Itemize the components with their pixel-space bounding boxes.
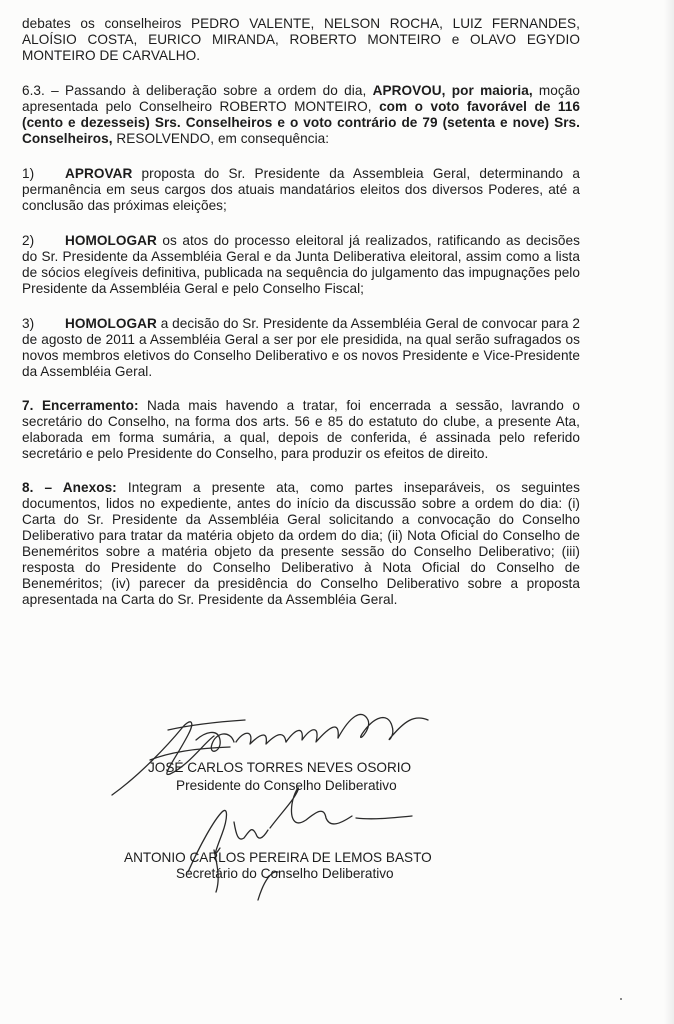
resolution-item-3 <box>22 316 580 380</box>
resolution-item-2 <box>22 233 580 297</box>
page-edge-shadow <box>664 0 674 1024</box>
item-2-text: os atos do processo eleitoral já realizados, ratificando as decisões do Sr. Presidente da Assembléia Geral e da Junta Deliberativa eleitoral, assim como a lista de sócios elegíveis definitiva, publicada na sequência do julgamento das impugnações pelo Presidente da Assembléia Geral e pelo Conselho Fiscal; <box>22 233 580 296</box>
closing-text: Nada mais havendo a tratar, foi encerrada a sessão, lavrando o secretário do Conselho, na forma dos arts. 56 e 85 do estatuto do clube, a presente Ata, elaborada em forma sumária, a qual, depois de conferida, é assinada pelo referido secretário e pelo Presidente do Conselho, para produzir os efeitos de direito. <box>22 398 580 461</box>
scan-speck <box>620 998 622 1000</box>
annexes-paragraph <box>22 480 580 608</box>
item-3-number: 3) <box>22 316 35 331</box>
secretary-name: ANTONIO CARLOS PEREIRA DE LEMOS BASTO <box>124 850 432 865</box>
item-6-3-text-c: RESOLVENDO, em consequência: <box>112 131 330 146</box>
item-1-verb: APROVAR <box>65 166 133 181</box>
minutes-body <box>22 16 580 608</box>
item-3-text: a decisão do Sr. Presidente da Assembléia Geral de convocar para 2 de agosto de 2011 a Assembléia Geral a ser por ele presidida, na qual serão sufragados os novos membros eletivos do Conselho Deliberativo e os novos Presidente e Vice-Presidente da Assembléia Geral. <box>22 316 580 379</box>
item-1-text: proposta do Sr. Presidente da Assembleia Geral, determinando a permanência em seus cargos dos atuais mandatários eleitos dos diversos Poderes, até a conclusão das próximas eleições; <box>22 166 580 213</box>
item-2-verb: HOMOLOGAR <box>65 233 157 248</box>
president-title: Presidente do Conselho Deliberativo <box>176 778 397 793</box>
item-6-3-bold-b: com o voto favorável de 116 (cento e dezesseis) Srs. Conselheiros e o voto contrário de 79 (setenta e nove) Srs. Conselheiros, <box>22 99 580 146</box>
item-6-3-text-a: 6.3. – Passando à deliberação sobre a ordem do dia, <box>22 83 373 98</box>
intro-paragraph: debates os conselheiros PEDRO VALENTE, NELSON ROCHA, LUIZ FERNANDES, ALOÍSIO COSTA, EURICO MIRANDA, ROBERTO MONTEIRO e OLAVO EGYDIO MONTEIRO DE CARVALHO. <box>22 16 580 63</box>
annexes-heading: 8. – Anexos: <box>22 480 117 495</box>
closing-paragraph <box>22 398 580 462</box>
item-1-number: 1) <box>22 166 35 181</box>
resolution-item-1 <box>22 166 580 214</box>
annexes-text: Integram a presente ata, como partes inseparáveis, os seguintes documentos, lidos no expediente, antes do início da discussão sobre a ordem do dia: (i) Carta do Sr. Presidente da Assembléia Geral solicitando a convocação do Conselho Deliberativo para tratar da matéria objeto da ordem do dia; (ii) Nota Oficial do Conselho de Beneméritos sobre a matéria objeto da presente sessão do Conselho Deliberativo; (iii) resposta do Presidente do Conselho Deliberativo à Nota Oficial do Conselho de Beneméritos; (iv) parecer da presidência do Conselho Deliberativo sobre a proposta apresentada na Carta do Sr. Presidente da Assembléia Geral. <box>22 480 580 607</box>
item-3-verb: HOMOLOGAR <box>65 316 157 331</box>
item-6-3-text-b: moção apresentada pelo Conselheiro ROBERTO MONTEIRO, <box>22 83 580 114</box>
item-6-3-paragraph <box>22 83 580 147</box>
item-2-number: 2) <box>22 233 35 248</box>
secretary-title: Secretário do Conselho Deliberativo <box>176 866 394 881</box>
president-name: JOSÉ CARLOS TORRES NEVES OSORIO <box>148 760 412 775</box>
item-6-3-bold-a: APROVOU, por maioria, <box>372 83 533 98</box>
closing-heading: 7. Encerramento: <box>22 398 139 413</box>
